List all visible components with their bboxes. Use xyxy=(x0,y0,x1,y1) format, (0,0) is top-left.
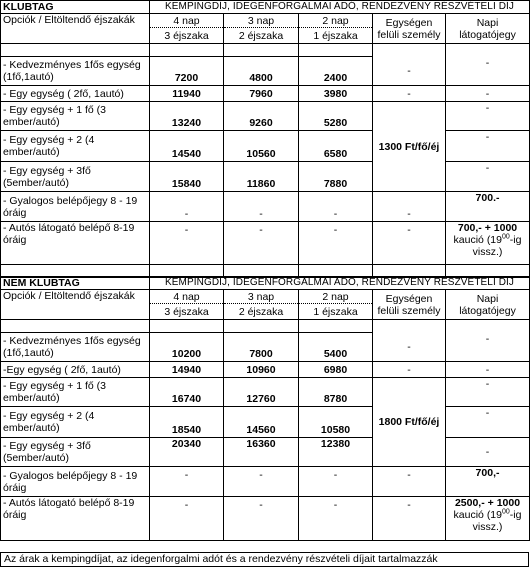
daily-price-line: 2500,- + 1000 xyxy=(454,497,521,509)
price-cell: 12760 xyxy=(224,378,299,407)
col-header-4nap: 4 nap xyxy=(150,14,224,28)
price-cell: 14940 xyxy=(150,362,224,378)
price-cell: 7200 xyxy=(150,57,224,86)
price-cell: - xyxy=(224,192,299,222)
col-subheader-1ej: 1 éjszaka xyxy=(299,304,373,320)
price-cell: 14540 xyxy=(150,131,224,162)
col-subheader-1ej: 1 éjszaka xyxy=(299,28,373,44)
extra-cell: - xyxy=(373,497,446,541)
daily-cell: - xyxy=(446,162,530,192)
price-cell: - xyxy=(150,222,224,265)
daily-cell: - xyxy=(446,378,530,407)
col-header-3nap: 3 nap xyxy=(224,14,299,28)
col-header-daily-ticket: Napi látogatójegy xyxy=(446,290,530,320)
col-header-2nap: 2 nap xyxy=(299,14,373,28)
col-header-4nap: 4 nap xyxy=(150,290,224,304)
row-label: - Kedvezményes 1fős egység (1fő,1autó) xyxy=(1,57,150,86)
row-label: -Egy egység ( 2fő, 1autó) xyxy=(1,362,150,378)
price-cell: - xyxy=(224,467,299,497)
price-cell: 11940 xyxy=(150,86,224,102)
col-header-3nap: 3 nap xyxy=(224,290,299,304)
options-header: Opciók / Eltöltendő éjszakák xyxy=(1,290,150,320)
row-label: - Egy egység + 2 (4 ember/autó) xyxy=(1,131,150,162)
extra-cell: - xyxy=(373,86,446,102)
nem-klubtag-table xyxy=(0,276,530,541)
daily-return-line: vissz.) xyxy=(472,521,503,533)
table-row xyxy=(1,222,530,265)
price-cell: - xyxy=(150,497,224,541)
price-cell: 6980 xyxy=(299,362,373,378)
daily-deposit-line xyxy=(448,234,527,246)
daily-cell: - xyxy=(446,438,530,467)
price-cell: 9260 xyxy=(224,102,299,131)
table-title: NEM KLUBTAG xyxy=(1,277,150,290)
daily-cell: - xyxy=(446,362,530,378)
extra-person-rate: 1800 Ft/fő/éj xyxy=(373,378,446,467)
extra-cell: - xyxy=(373,57,446,86)
price-cell: 14560 xyxy=(224,407,299,438)
table-row xyxy=(1,333,530,362)
extra-cell: - xyxy=(373,362,446,378)
col-header-daily-ticket: Napi látogatójegy xyxy=(446,14,530,44)
daily-cell: 700.- xyxy=(446,192,530,222)
price-cell: 6580 xyxy=(299,131,373,162)
daily-cell: - xyxy=(446,131,530,162)
options-header: Opciók / Eltöltendő éjszakák xyxy=(1,14,150,44)
daily-cell xyxy=(446,497,530,541)
table-row xyxy=(1,438,530,467)
row-label: - Autós látogató belépő 8-19 óráig xyxy=(1,222,150,265)
price-cell: 8780 xyxy=(299,378,373,407)
deposit-sup: 00 xyxy=(502,233,510,241)
col-header-2nap: 2 nap xyxy=(299,290,373,304)
daily-cell: - xyxy=(446,407,530,438)
row-label: - Egy egység ( 2fő, 1autó) xyxy=(1,86,150,102)
deposit-text-end: -ig xyxy=(509,509,522,521)
extra-cell: - xyxy=(373,333,446,362)
deposit-text: kaució (19 xyxy=(453,509,502,521)
row-label: - Egy egység + 1 fő (3 ember/autó) xyxy=(1,378,150,407)
price-cell: 7960 xyxy=(224,86,299,102)
price-cell: - xyxy=(299,222,373,265)
price-cell: - xyxy=(150,192,224,222)
extra-cell: - xyxy=(373,192,446,222)
price-cell: 7880 xyxy=(299,162,373,192)
price-cell: 3980 xyxy=(299,86,373,102)
deposit-sup: 00 xyxy=(502,508,510,516)
col-subheader-2ej: 2 éjszaka xyxy=(224,304,299,320)
daily-cell: - xyxy=(446,102,530,131)
price-cell: - xyxy=(150,467,224,497)
price-cell: 11860 xyxy=(224,162,299,192)
table-row xyxy=(1,57,530,86)
price-cell: 2400 xyxy=(299,57,373,86)
price-cell: - xyxy=(299,497,373,541)
klubtag-table xyxy=(0,0,530,278)
price-cell: - xyxy=(224,222,299,265)
price-cell: 4800 xyxy=(224,57,299,86)
extra-cell: - xyxy=(373,222,446,265)
table-row xyxy=(1,378,530,407)
extra-person-rate: 1300 Ft/fő/éj xyxy=(373,102,446,192)
table-row xyxy=(1,102,530,131)
col-header-extra-person: Egységen felüli személy xyxy=(373,290,446,320)
col-header-extra-person: Egységen felüli személy xyxy=(373,14,446,44)
row-label: - Egy egység + 3fő (5ember/autó) xyxy=(1,438,150,467)
price-cell: 10960 xyxy=(224,362,299,378)
price-cell: - xyxy=(299,467,373,497)
table-row xyxy=(1,407,530,438)
row-label: - Egy egység + 2 (4 ember/autó) xyxy=(1,407,150,438)
fee-header: KEMPINGDÍJ, IDEGENFORGALMAI ADÓ, RENDEZVÉNY RÉSZVÉTELI DÍJ xyxy=(150,1,530,14)
price-cell: 10580 xyxy=(299,407,373,438)
price-cell: - xyxy=(224,497,299,541)
price-cell: 12380 xyxy=(299,438,373,467)
daily-cell: - xyxy=(446,333,530,362)
price-cell: 10200 xyxy=(150,333,224,362)
table-row xyxy=(1,86,530,102)
fee-header: KEMPINGDÍJ, IDEGENFORGALMAI ADÓ, RENDEZVÉNY RÉSZVÉTELI DÍJ xyxy=(150,277,530,290)
price-cell: 16740 xyxy=(150,378,224,407)
daily-cell: - xyxy=(446,57,530,86)
price-cell: 7800 xyxy=(224,333,299,362)
row-label: - Gyalogos belépőjegy 8 - 19 óráig xyxy=(1,467,150,497)
daily-deposit-line xyxy=(448,509,527,521)
col-subheader-2ej: 2 éjszaka xyxy=(224,28,299,44)
row-label: - Kedvezményes 1fős egység (1fő,1autó) xyxy=(1,333,150,362)
price-cell: - xyxy=(299,192,373,222)
row-label: - Autós látogató belépő 8-19 óráig xyxy=(1,497,150,541)
daily-cell: - xyxy=(446,86,530,102)
daily-return-line: vissz.) xyxy=(472,246,503,258)
table-row xyxy=(1,162,530,192)
deposit-text-end: -ig xyxy=(509,234,522,246)
col-subheader-3ej: 3 éjszaka xyxy=(150,304,224,320)
price-cell: 5280 xyxy=(299,102,373,131)
table-title: KLUBTAG xyxy=(1,1,150,14)
daily-cell xyxy=(446,222,530,265)
table-row xyxy=(1,497,530,541)
price-cell: 15840 xyxy=(150,162,224,192)
price-cell: 5400 xyxy=(299,333,373,362)
price-cell: 20340 xyxy=(150,438,224,467)
price-cell: 18540 xyxy=(150,407,224,438)
row-label: - Egy egység + 3fő (5ember/autó) xyxy=(1,162,150,192)
extra-cell: - xyxy=(373,467,446,497)
deposit-text: kaució (19 xyxy=(453,234,502,246)
table-row xyxy=(1,362,530,378)
price-cell: 16360 xyxy=(224,438,299,467)
price-cell: 10560 xyxy=(224,131,299,162)
footer-note: Az árak a kempingdíjat, az idegenforgalmi adót és a rendezvény részvételi díjait tartalmazzák xyxy=(0,552,529,567)
daily-cell: 700,- xyxy=(446,467,530,497)
price-cell: 13240 xyxy=(150,102,224,131)
row-label: - Egy egység + 1 fő (3 ember/autó) xyxy=(1,102,150,131)
table-row xyxy=(1,467,530,497)
col-subheader-3ej: 3 éjszaka xyxy=(150,28,224,44)
daily-price-line: 700,- + 1000 xyxy=(457,222,518,234)
row-label: - Gyalogos belépőjegy 8 - 19 óráig xyxy=(1,192,150,222)
table-row xyxy=(1,131,530,162)
table-row xyxy=(1,192,530,222)
